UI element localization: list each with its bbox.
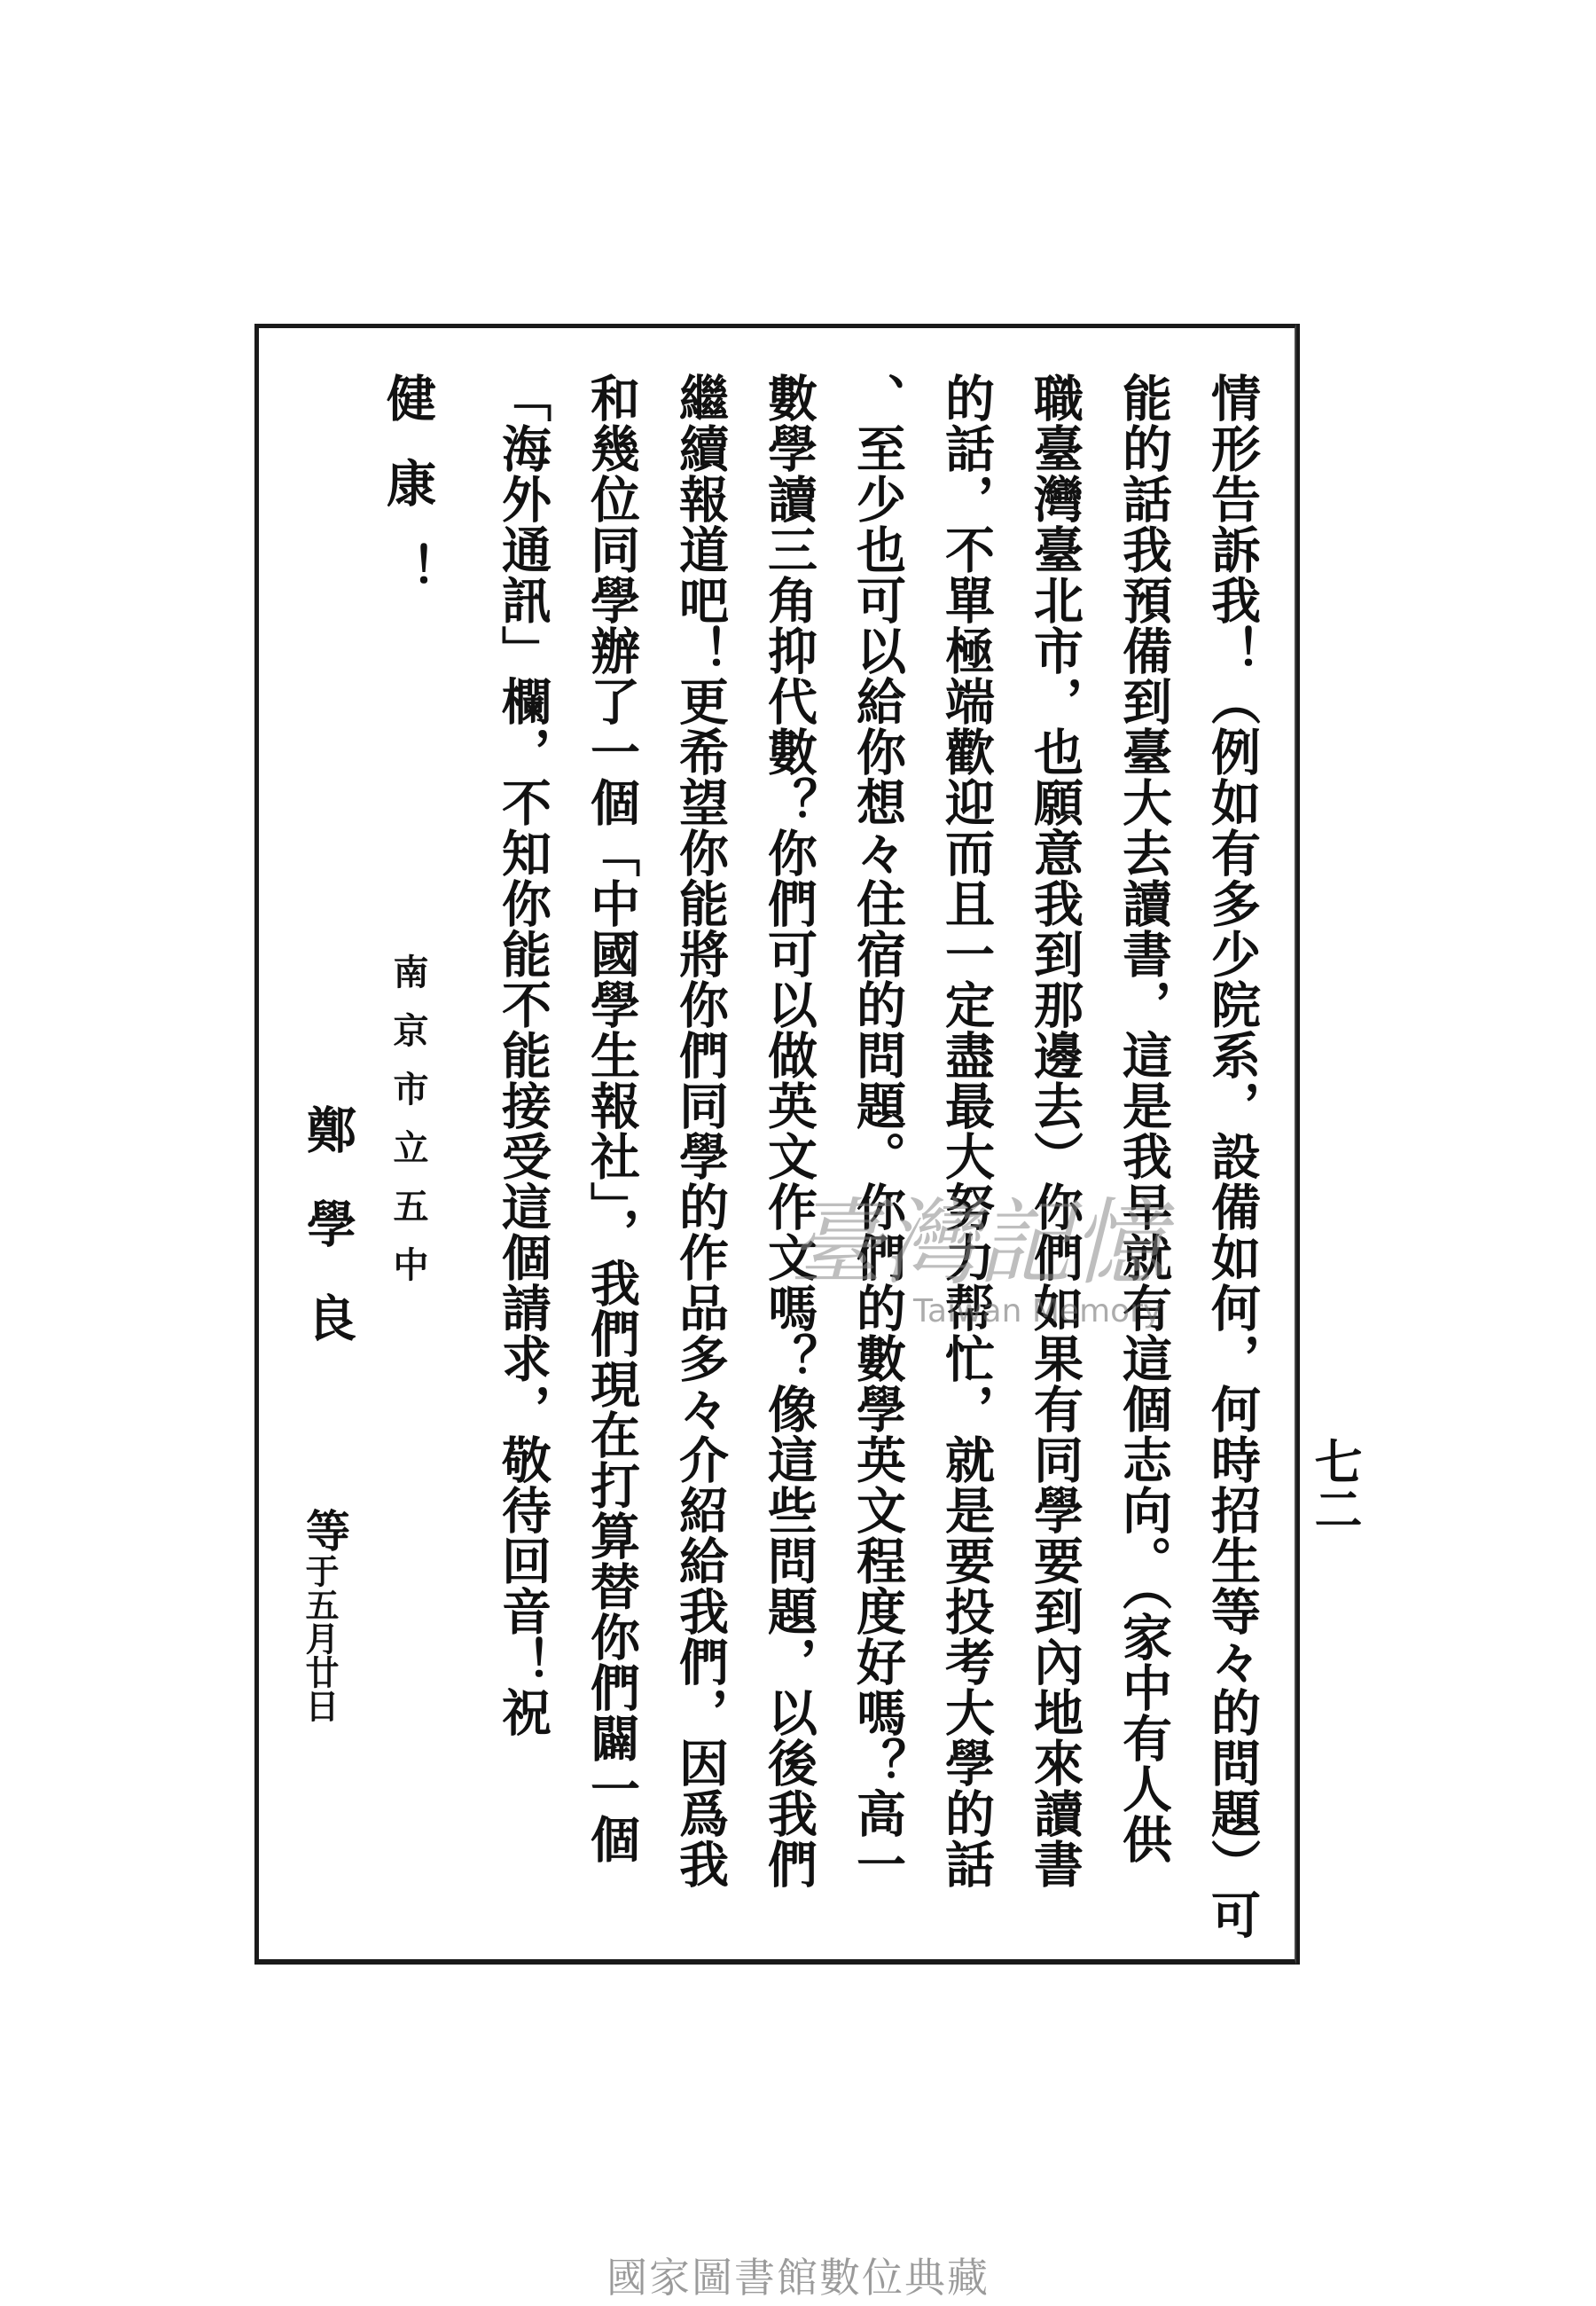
taiwan-memory-watermark [780, 1180, 1277, 1330]
text-column-3: 職臺灣臺北市，也願意我到那邊去）你們如果有同學要到內地來讀書 [1026, 373, 1084, 1889]
text-column-4: 的話，不單極端歡迎而且一定盡最大努力帮忙，就是要投考大學的話 [937, 373, 996, 1889]
text-column-1: 情形告訴我！（例如有多少院系，設備如何，何時招生等々的問題）可 [1203, 373, 1262, 1940]
signature-school: 南京市立五中 [387, 953, 429, 1305]
watermark-english: Taiwan Memory [913, 1293, 1162, 1329]
text-column-9: 「海外通訊」欄，不知你能不能接受這個請求，敬待回音！祝 [494, 373, 552, 1737]
signature-date: 于五月廿日 [300, 1554, 340, 1722]
footer-credit: 國家圖書館數位典藏 [606, 2254, 990, 2302]
watermark-chinese: 臺灣記憶 [789, 1188, 1165, 1298]
page-border-right-rule [1296, 324, 1300, 1965]
signature-name: 鄭學良 [299, 1104, 357, 1386]
text-column-10: 健康！ [379, 373, 437, 628]
text-column-8: 和幾位同學辦了一個「中國學生報社」，我們現在打算替你們闢一個 [583, 373, 641, 1864]
signature-suffix: 等 [299, 1508, 351, 1552]
text-column-6: 數學讀三角抑代數？你們可以做英文作文嗎？像這些問題，以後我們 [760, 373, 818, 1889]
text-column-2: 能的話我預備到臺大去讀書，這是我早就有這個志向。（家中有人供 [1115, 373, 1173, 1864]
text-column-5: 、至少也可以給你想々住宿的問題。你們的數學英文程度好嗎？高一 [849, 373, 907, 1889]
text-column-7: 繼續報道吧！更希望你能將你們同學的作品多々介紹給我們，因爲我 [671, 373, 730, 1889]
page-number: 七二 [1307, 1437, 1364, 1533]
